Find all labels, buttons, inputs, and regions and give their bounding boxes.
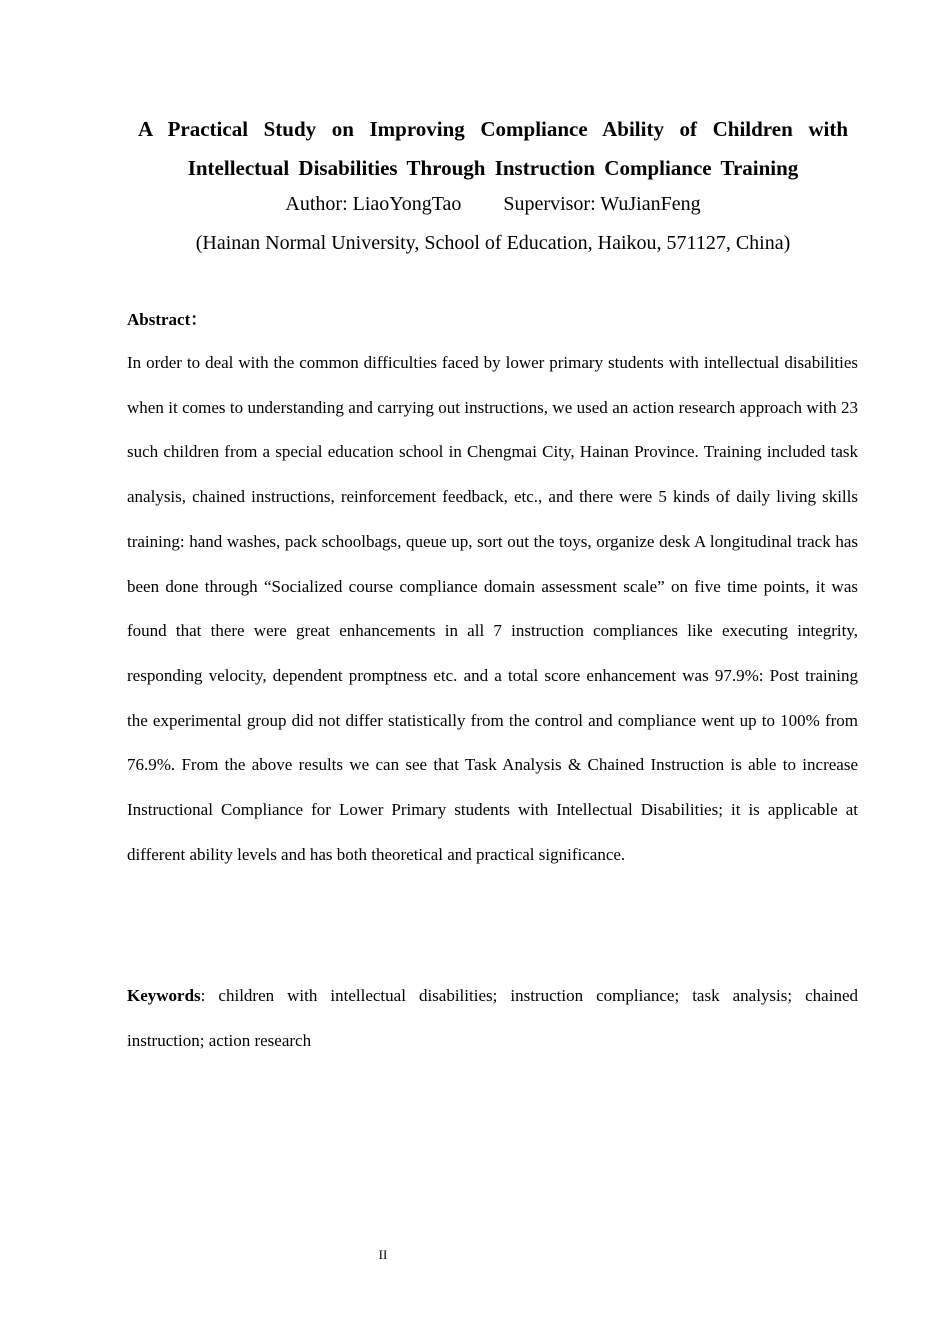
keywords-text: : children with intellectual disabilities; instruction compliance; task analysis; chained instruction; action research: [127, 986, 858, 1050]
keywords-label: Keywords: [127, 986, 201, 1005]
affiliation: (Hainan Normal University, School of Education, Haikou, 571127, China): [195, 232, 791, 254]
abstract-body: In order to deal with the common difficulties faced by lower primary students with intellectual disabilities when it comes to understanding and carrying out instructions, we used an action research approach with 23 such children from a special education school in Chengmai City, Hainan Province. Training included task analysis, chained instructions, reinforcement feedback, etc., and there were 5 kinds of daily living skills training: hand washes, pack schoolbags, queue up, sort out the toys, organize desk A longitudinal track has been done through “Socialized course compliance domain assessment scale” on five time points, it was found that there were great enhancements in all 7 instruction compliances like executing integrity, responding velocity, dependent promptness etc. and a total score enhancement was 97.9%: Post training the experimental group did not differ statistically from the control and compliance went up to 100% from 76.9%. From the above results we can see that Task Analysis & Chained Instruction is able to increase Instructional Compliance for Lower Primary students with Intellectual Disabilities; it is applicable at different ability levels and has both theoretical and practical significance.: [127, 353, 858, 864]
supervisor-name: Supervisor: WuJianFeng: [503, 193, 701, 215]
paper-title: A Practical Study on Improving Compliance Ability of Children with Intellectual Disabilities Through Instruction Compliance Training: [138, 117, 848, 180]
abstract-heading: Abstract：: [127, 310, 208, 329]
author-line: [0, 188, 950, 220]
author-name: Author: LiaoYongTao: [285, 193, 462, 215]
keywords-paragraph: [127, 973, 858, 1063]
page-number: II: [378, 1247, 388, 1262]
